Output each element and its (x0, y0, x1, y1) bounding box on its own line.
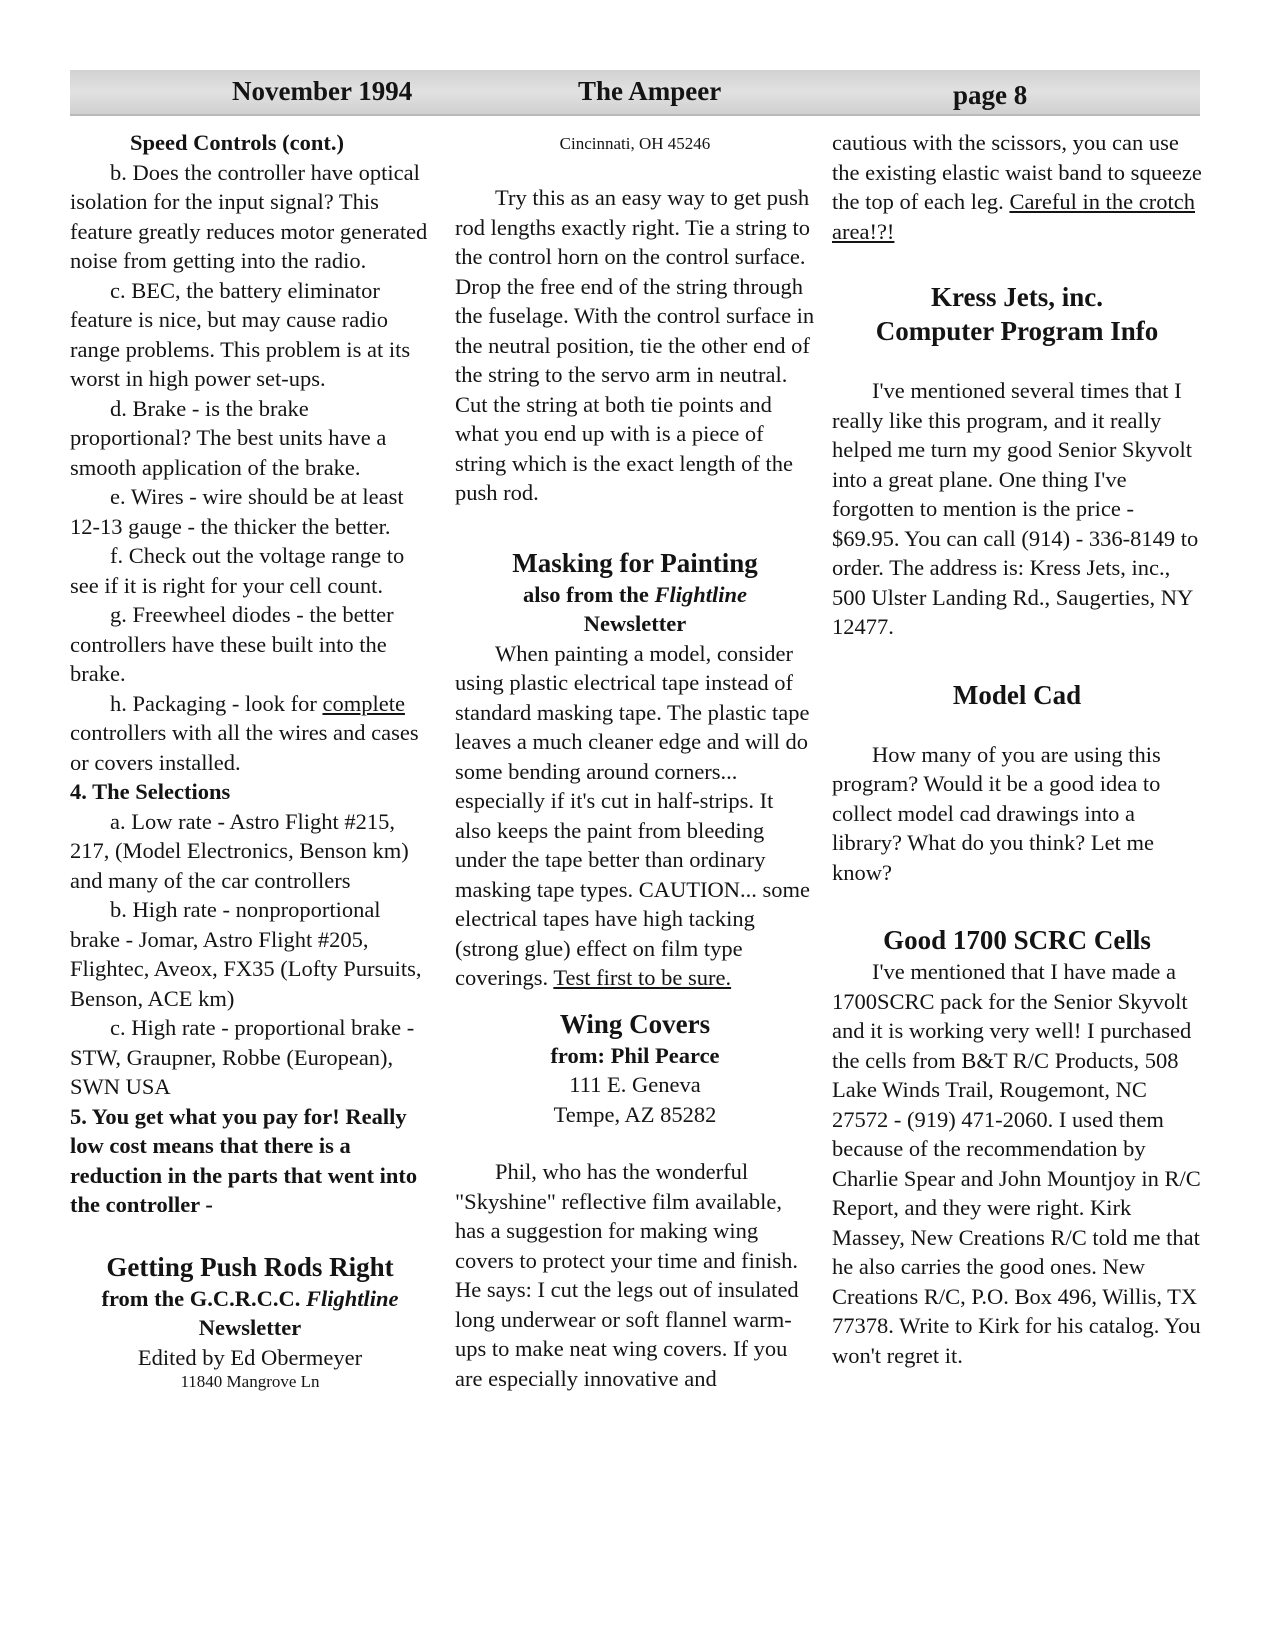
paragraph-g: g. Freewheel diodes - the better controllers have these built into the brake. (70, 602, 394, 686)
masking-underline: Test first to be sure. (553, 965, 732, 990)
selection-a: a. Low rate - Astro Flight #215, 217, (Model Electronics, Benson km) and many of the car controllers (70, 808, 409, 893)
kress-title-line-2: Computer Program Info (875, 316, 1159, 346)
paragraph-e: e. Wires - wire should be at least 12-13 gauge - the thicker the better. (70, 484, 404, 539)
column-3 (832, 128, 1202, 1370)
push-rods-title: Getting Push Rods Right (106, 1251, 394, 1282)
wing-covers-text: Phil, who has the wonderful "Skyshine" reflective film available, has a suggestion for making wing covers to protect your time and finish. He says: I cut the legs out of insulated long underwear or soft flannel warm-ups to make neat wing covers. If you are especially innovative and (455, 1159, 799, 1391)
selection-c: c. High rate - proportional brake - STW, Graupner, Robbe (European), SWN USA (70, 1015, 415, 1099)
model-cad-text: How many of you are using this program? Would it be a good idea to collect model cad drawings into a library? What do you think? Let me know? (832, 741, 1161, 885)
point-five: 5. You get what you pay for! Really low cost means that there is a reduction in the parts that went into the controller - (70, 1103, 418, 1217)
push-rods-address: 11840 Mangrove Ln (180, 1372, 320, 1391)
paragraph-h (70, 689, 430, 778)
wing-covers-address-1: 111 E. Geneva (569, 1072, 701, 1097)
kress-title-line-1: Kress Jets, inc. (931, 282, 1103, 312)
masking-newsletter: Newsletter (583, 611, 687, 636)
h-text-pre: h. Packaging - look for (110, 690, 323, 716)
h-text-post: controllers with all the wires and cases or covers installed. (70, 720, 419, 775)
column-1 (70, 128, 430, 1392)
h-underline: complete (322, 690, 405, 716)
selection-b: b. High rate - nonproportional brake - Jomar, Astro Flight #205, Flightec, Aveox, FX35 (Lofty Pursuits, Benson, ACE km) (70, 897, 422, 1011)
column-2 (455, 128, 815, 1393)
push-rods-editor: Edited by Ed Obermeyer (137, 1344, 363, 1370)
masking-title: Masking for Painting (512, 547, 758, 578)
wing-covers-title: Wing Covers (559, 1008, 711, 1039)
paragraph-f: f. Check out the voltage range to see if it is right for your cell count. (70, 543, 405, 598)
paragraph-d: d. Brake - is the brake proportional? The best units have a smooth application of the brake. (70, 395, 387, 480)
push-rods-source (70, 1284, 430, 1314)
newsletter-title: The Ampeer (578, 76, 722, 106)
push-rods-source-text: from the G.C.R.C.C. (101, 1285, 307, 1311)
cells-title: Good 1700 SCRC Cells (883, 925, 1151, 955)
push-rod-tip: Try this as an easy way to get push rod lengths exactly right. Tie a string to the control horn on the control surface. Drop the free end of the string through the fuselage. With the control surface in the neutral position, tie the other end of the string to the servo arm in neutral. Cut the string at both tie points and what you end up with is a piece of string which is the exact length of the push rod. (455, 185, 815, 505)
paragraph-c: c. BEC, the battery eliminator feature is nice, but may cause radio range problems. This problem is at its worst in high power set-ups. (70, 277, 411, 391)
masking-source-ital: Flightline (654, 581, 747, 607)
wing-covers-continued (832, 128, 1202, 246)
push-rods-newsletter: Newsletter (198, 1315, 302, 1340)
paragraph-b: b. Does the controller have optical isolation for the input signal? This feature greatly reduces motor generated noise from getting into the radio. (70, 159, 428, 273)
masking-source (455, 580, 815, 610)
issue-date: November 1994 (232, 76, 413, 106)
masking-text (455, 639, 815, 993)
page-number: page 8 (953, 80, 1028, 110)
masking-body: When painting a model, consider using plastic electrical tape instead of standard masking tape. The plastic tape leaves a much cleaner edge and will do some bending around corners... especially if it's cut in half-strips. It also keeps the paint from bleeding under the tape better than ordinary masking tape types. CAUTION... some electrical tapes have high tacking (strong glue) effect on film type coverings. (455, 640, 810, 990)
push-rods-source-ital: Flightline (306, 1285, 399, 1311)
model-cad-title: Model Cad (952, 679, 1082, 710)
wing-covers-address-2: Tempe, AZ 85282 (553, 1101, 717, 1127)
cells-text: I've mentioned that I have made a 1700SCRC pack for the Senior Skyvolt and it is working very well! I purchased the cells from B&T R/C Products, 508 Lake Winds Trail, Rougemont, NC 27572 - (919) 471-2060. I used them because of the recommendation by Charlie Spear and John Mountjoy in R/C Report, and they were right. Kirk Massey, New Creations R/C told me that he also carries the good ones. New Creations R/C, P.O. Box 496, Willis, TX 77378. Write to Kirk for his catalog. You won't regret it. (832, 959, 1201, 1368)
continued-text: cautious with the scissors, you can use the existing elastic waist band to squeeze the top of each leg. (832, 130, 1202, 214)
wing-covers-author: from: Phil Pearce (550, 1042, 720, 1068)
selections-heading: 4. The Selections (70, 779, 231, 804)
speed-controls-heading: Speed Controls (cont.) (130, 130, 344, 155)
editor-city: Cincinnati, OH 45246 (559, 134, 711, 153)
masking-source-text: also from the (523, 581, 655, 607)
continued-underline: Careful in the crotch area!?! (832, 189, 1195, 244)
kress-text: I've mentioned several times that I really like this program, and it really helped me turn my good Senior Skyvolt into a great plane. One thing I've forgotten to mention is the price - $69.95. You can call (914) - 336-8149 to order. The address is: Kress Jets, inc., 500 Ulster Landing Rd., Saugerties, NY 12477. (832, 378, 1199, 639)
